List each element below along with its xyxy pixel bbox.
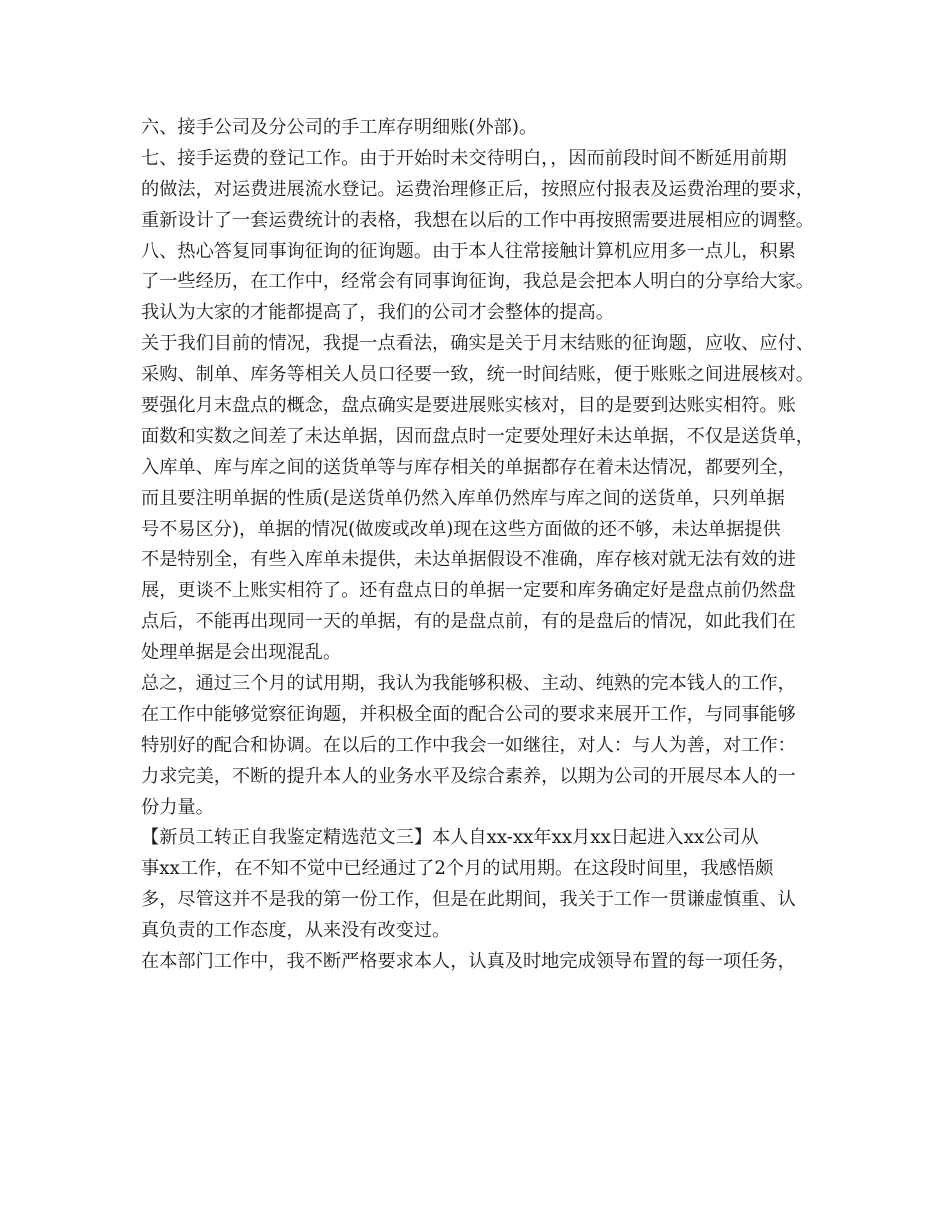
text-line: 总之，通过三个月的试用期，我认为我能够积极、主动、纯熟的完本钱人的工作，	[141, 673, 796, 695]
text-line: 展，更谈不上账实相符了。还有盘点日的单据一定要和库务确定好是盘点前仍然盘	[141, 580, 796, 602]
text-line: 在本部门工作中，我不断严格要求本人，认真及时地完成领导布置的每一项任务，	[141, 951, 796, 973]
text-line: 的做法，对运费进展流水登记。运费治理修正后，按照应付报表及运费治理的要求，	[141, 178, 814, 200]
text-line: 在工作中能够觉察征询题，并积极全面的配合公司的要求来展开工作，与同事能够	[141, 703, 796, 725]
text-line: 六、接手公司及分公司的手工库存明细账(外部)。	[141, 117, 538, 138]
text-line: 重新设计了一套运费统计的表格，我想在以后的工作中再按照需要进展相应的调整。	[141, 209, 814, 231]
text-line: 事xx工作，在不知不觉中已经通过了2个月的试用期。在这段时间里，我感悟颇	[141, 858, 774, 880]
document-body	[141, 113, 821, 978]
text-line: 八、热心答复同事询征询的征询题。由于本人往常接触计算机应用多一点儿，积累	[141, 240, 796, 262]
text-line: 入库单、库与库之间的送货单等与库存相关的单据都存在着未达情况，都要列全，	[141, 456, 796, 478]
text-line: 点后，不能再出现同一天的单据，有的是盘点前，有的是盘后的情况，如此我们在	[141, 611, 796, 633]
text-line: 七、接手运费的登记工作。由于开始时未交待明白，，因而前段时间不断延用前期	[141, 147, 787, 169]
text-line: 力求完美，不断的提升本人的业务水平及综合素养，以期为公司的开展尽本人的一	[141, 765, 796, 787]
text-line: 我认为大家的才能都提高了，我们的公司才会整体的提高。	[141, 302, 614, 324]
text-line: 真负责的工作态度，从来没有改变过。	[141, 920, 451, 942]
text-line: 而且要注明单据的性质(是送货单仍然入库单仍然库与库之间的送货单，只列单据	[141, 487, 785, 509]
text-line: 要强化月末盘点的概念，盘点确实是要进展账实核对，目的是要到达账实相符。账	[141, 395, 796, 417]
text-line: 多，尽管这并不是我的第一份工作，但是在此期间，我关于工作一贯谦虚慎重、认	[141, 889, 796, 911]
text-line: 处理单据是会出现混乱。	[141, 642, 342, 664]
text-line: 了一些经历，在工作中，经常会有同事询征询，我总是会把本人明白的分享给大家。	[141, 271, 814, 293]
text-line: 采购、制单、库务等相关人员口径要一致，统一时间结账，便于账账之间进展核对。	[141, 364, 814, 386]
text-line: 不是特别全，有些入库单未提供，未达单据假设不准确，库存核对就无法有效的进	[141, 549, 796, 571]
text-line: 【新员工转正自我鉴定精选范文三】本人自xx-xx年xx月xx日起进入xx公司从	[141, 827, 759, 849]
text-line: 特别好的配合和协调。在以后的工作中我会一如继往，对人：与人为善，对工作：	[141, 734, 796, 756]
text-line: 面数和实数之间差了未达单据，因而盘点时一定要处理好未达单据，不仅是送货单，	[141, 425, 814, 447]
text-line: 号不易区分)，单据的情况(做废或改单)现在这些方面做的还不够，未达单据提供	[141, 518, 781, 540]
text-line: 份力量。	[141, 796, 214, 818]
text-line: 关于我们目前的情况，我提一点看法，确实是关于月末结账的征询题，应收、应付、	[141, 333, 814, 355]
